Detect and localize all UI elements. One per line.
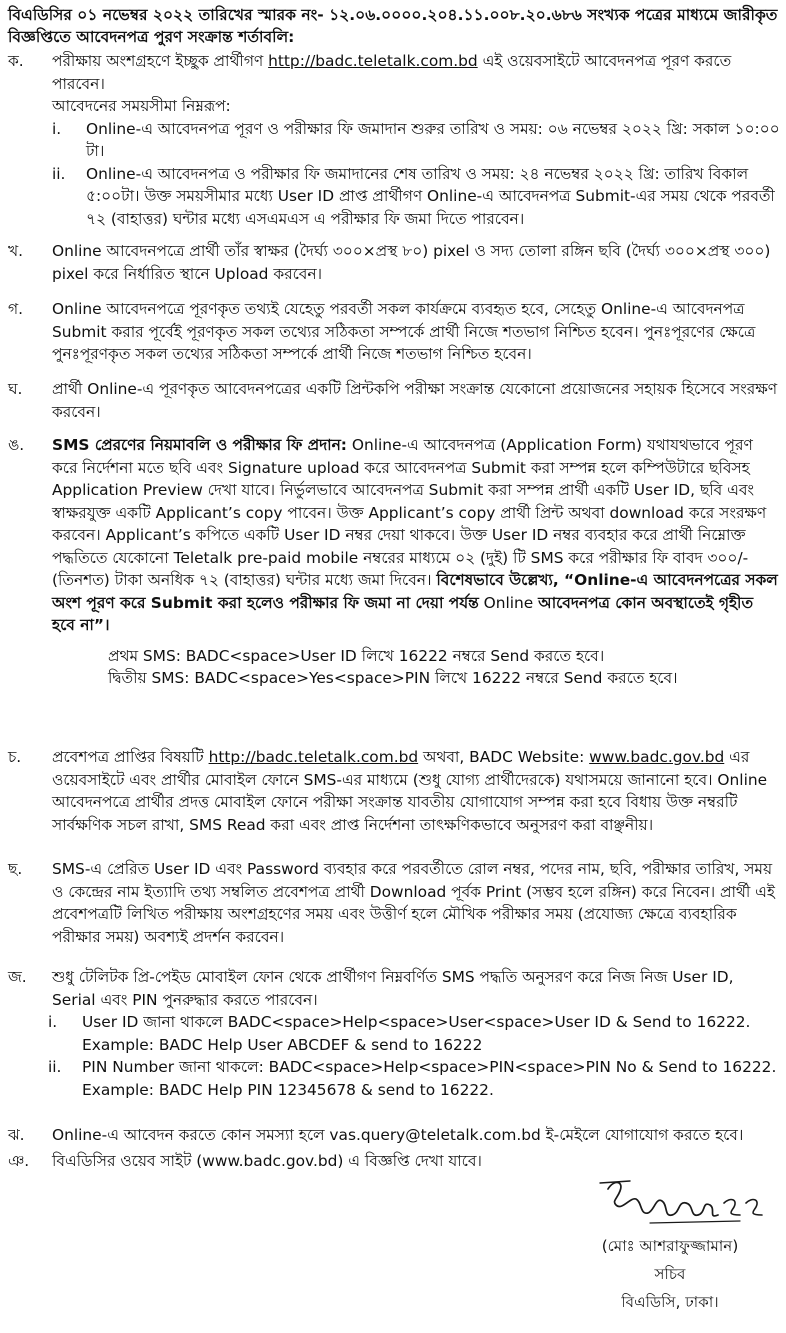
sub-item bbox=[42, 163, 780, 231]
item-gha bbox=[8, 378, 780, 423]
item-text: বিএডিসির ওয়েব সাইট (www.badc.gov.bd) এ বিজ্ঞপ্তি দেখা যাবে। bbox=[52, 1152, 482, 1170]
item-marker: খ. bbox=[8, 242, 23, 260]
item-chha bbox=[8, 858, 780, 948]
item-marker: গ. bbox=[8, 300, 23, 318]
item-text: পরীক্ষায় অংশগ্রহণে ইচ্ছুক প্রার্থীগণ bbox=[52, 52, 269, 70]
item-text: আবেদনের সময়সীমা নিম্নরূপ: bbox=[52, 97, 231, 115]
item-marker: ক. bbox=[8, 52, 24, 70]
signatory-organization: বিএডিসি, ঢাকা। bbox=[621, 1293, 719, 1311]
signatory-name: (মোঃ আশরাফুজ্জামান) bbox=[601, 1237, 739, 1255]
item-text: প্রবেশপত্র প্রাপ্তির বিষয়টি bbox=[52, 748, 209, 766]
sub-text: Example: BADC Help User ABCDEF & send to 16222 bbox=[82, 1035, 483, 1054]
sub-marker: i. bbox=[52, 119, 62, 138]
sms-instruction-2: দ্বিতীয় SMS: BADC<space>Yes<space>PIN লিখে 16222 নম্বরে Send করতে হবে। bbox=[108, 669, 678, 687]
item-marker: চ. bbox=[8, 748, 22, 766]
item-jha bbox=[8, 1124, 780, 1147]
sub-text: Example: BADC Help PIN 12345678 & send to 16222. bbox=[82, 1080, 494, 1099]
item-kha bbox=[8, 240, 780, 285]
item-text: Online-এ আবেদন করতে কোন সমস্যা হলে vas.query@teletalk.com.bd ই-মেইলে যোগাযোগ করতে হবে। bbox=[52, 1126, 744, 1144]
teletalk-link[interactable]: http://badc.teletalk.com.bd bbox=[268, 52, 478, 70]
item-emphasis: বিশেষভাবে উল্লেখ্য, “Online-এ আবেদনপত্রের সকল অংশ পূরণ করে Submit করা হলেও পরীক্ষার ফি জমা না দেয়া পর্যন্ত bbox=[52, 571, 778, 612]
sub-text: Online-এ আবেদনপত্র ও পরীক্ষার ফি জমাদানের শেষ তারিখ ও সময়: ২৪ নভেম্বর ২০২২ খ্রি: তারিখ বিকাল ৫:০০টা। উক্ত সময়সীমার মধ্যে User ID প্রাপ্ত প্রার্থীগণ Online-এ আবেদনপত্র Submit-এর সময় থেকে পরবর্তী ৭২ (বাহাত্তর) ঘন্টার মধ্যে এসএমএস এ পরীক্ষার ফি জমা দিতে পারবেন। bbox=[86, 164, 775, 228]
item-text: Online আবেদনপত্রে পূরণকৃত তথ্যই যেহেতু পরবর্তী সকল কার্যক্রমে ব্যবহৃত হবে, সেহেতু Online-এ আবেদনপত্র Submit করার পূর্বেই পূরণকৃত সকল তথ্যের সঠিকতা সম্পর্কে প্রার্থী নিজে শতভাগ নিশ্চিত হবেন। পুনঃপূরণের ক্ষেত্রে পুনঃপূরণকৃত সকল তথ্যের সঠিকতা সম্পর্কে প্রার্থী নিজে শতভাগ নিশ্চিত হবেন। bbox=[52, 300, 756, 363]
sub-text: User ID জানা থাকলে BADC<space>Help<space>User<space>User ID & Send to 16222. bbox=[82, 1013, 751, 1031]
item-text: Online আবেদনপত্রে প্রার্থী তাঁর স্বাক্ষর (দৈর্ঘ্য ৩০০×প্রস্থ ৮০) pixel ও সদ্য তোলা রঙ্গিন ছবি (দৈর্ঘ্য ৩০০×প্রস্থ ৩০০) pixel করে নির্ধারিত স্থানে Upload করবেন। bbox=[52, 242, 771, 283]
item-text: Online-এ আবেদনপত্র (Application Form) যথাযথভাবে পূরণ করে নির্দেশনা মতে ছবি এবং Signature upload করে আবেদনপত্র Submit করা সম্পন্ন হলে কম্পিউটারে ছবিসহ Application Preview দেখা যাবে। নির্ভুলভাবে আবেদনপত্র Submit করা সম্পন্ন প্রার্থী একটি User ID, ছবি এবং স্বাক্ষরযুক্ত একটি Applicant’s copy পাবেন। উক্ত Applicant’s copy প্রার্থী প্রিন্ট অথবা download করে সংরক্ষণ করবেন। Applicant’s কপিতে একটি User ID নম্বর দেয়া থাকবে। উক্ত User ID নম্বর ব্যবহার করে প্রার্থী নিম্নোক্ত পদ্ধতিতে যেকোনো Teletalk pre-paid mobile নম্বরের মাধ্যমে ০২ (দুই) টি SMS করে পরীক্ষার ফি বাবদ ৩০০/- (তিনশত) টাকা অনধিক ৭২ (বাহাত্তর) ঘন্টার মধ্যে জমা দিবেন। bbox=[52, 436, 767, 589]
item-text: এই ওয়েবসাইটে আবেদনপত্র পূরণ করতে পারবেন। bbox=[52, 52, 732, 93]
item-ga bbox=[8, 298, 780, 366]
item-marker: ঙ. bbox=[8, 436, 25, 454]
signatory-designation: সচিব bbox=[654, 1265, 686, 1283]
item-text: প্রার্থী Online-এ পূরণকৃত আবেদনপত্রের একটি প্রিন্টকপি পরীক্ষা সংক্রান্ত যেকোনো প্রয়োজনের সহায়ক হিসেবে সংরক্ষণ করবেন। bbox=[52, 380, 778, 421]
item-uma bbox=[8, 434, 780, 690]
notice-heading: বিএডিসির ০১ নভেম্বর ২০২২ তারিখের স্মারক নং- ১২.০৬.০০০০.২০৪.১১.০০৮.২০.৬৮৬ সংখ্যক পত্রের মাধ্যমে জারীকৃত বিজ্ঞপ্তিতে আবেদনপত্র পুরণ সংক্রান্ত শর্তাবলি: bbox=[8, 6, 778, 46]
sub-text: Online-এ আবেদনপত্র পূরণ ও পরীক্ষার ফি জমাদান শুরুর তারিখ ও সময়: ০৬ নভেম্বর ২০২২ খ্রি: সকাল ১০:০০ টা। bbox=[86, 119, 780, 160]
item-nya bbox=[8, 1150, 780, 1173]
sub-text: PIN Number জানা থাকলে: BADC<space>Help<space>PIN<space>PIN No & Send to 16222. bbox=[82, 1058, 777, 1076]
item-marker: ছ. bbox=[8, 860, 23, 878]
teletalk-link[interactable]: http://badc.teletalk.com.bd bbox=[208, 748, 419, 766]
item-text: এর ওয়েবসাইটে এবং প্রার্থীর মোবাইল ফোনে SMS-এর মাধ্যমে (শুধু যোগ্য প্রার্থীদেরকে) যথাসময়ে জানানো হবে। Online আবেদনপত্রে প্রার্থীর প্রদত্ত মোবাইল ফোনে পরীক্ষা সংক্রান্ত যাবতীয় যোগাযোগ সম্পন্ন করা হবে বিধায় উক্ত নম্বরটি সার্বক্ষণিক সচল রাখা, SMS Read করা এবং প্রাপ্ত নির্দেশনা তাৎক্ষণিকভাবে অনুসরণ করা বাঞ্ছনীয়। bbox=[52, 748, 768, 834]
sub-item bbox=[38, 1056, 780, 1101]
item-text: Online bbox=[478, 593, 539, 612]
sub-marker: ii. bbox=[52, 164, 66, 183]
item-lead: SMS প্রেরণের নিয়মাবলি ও পরীক্ষার ফি প্রদান: bbox=[52, 436, 347, 454]
sub-marker: i. bbox=[48, 1013, 58, 1031]
item-cha bbox=[8, 746, 780, 836]
item-marker: জ. bbox=[8, 968, 27, 986]
sub-marker: ii. bbox=[48, 1058, 62, 1076]
sub-item bbox=[38, 1011, 780, 1056]
signature-block bbox=[560, 1232, 780, 1316]
item-marker: ঝ. bbox=[8, 1126, 25, 1144]
item-text: শুধু টেলিটক প্রি-পেইড মোবাইল ফোন থেকে প্রার্থীগণ নিম্নবর্ণিত SMS পদ্ধতি অনুসরণ করে নিজ নিজ User ID, Serial এবং PIN পুনরুদ্ধার করতে পারবেন। bbox=[52, 968, 734, 1009]
sub-item bbox=[42, 118, 780, 163]
handwritten-signature bbox=[590, 1175, 770, 1230]
item-ka bbox=[8, 50, 780, 230]
badc-website-link[interactable]: www.badc.gov.bd bbox=[589, 748, 725, 766]
item-marker: ঘ. bbox=[8, 380, 23, 398]
sms-instruction-1: প্রথম SMS: BADC<space>User ID লিখে 16222 নম্বরে Send করতে হবে। bbox=[108, 646, 605, 665]
item-text: SMS-এ প্রেরিত User ID এবং Password ব্যবহার করে পরবর্তীতে রোল নম্বর, পদের নাম, ছবি, পরীক্ষার তারিখ, সময় ও কেন্দ্রের নাম ইত্যাদি তথ্য সম্বলিত প্রবেশপত্র প্রার্থী Download পূর্বক Print (সম্ভব হলে রঙ্গিন) করে নিবেন। প্রার্থী এই প্রবেশপত্রটি লিখিত পরীক্ষায় অংশগ্রহণের সময় এবং উত্তীর্ণ হলে মৌখিক পরীক্ষার সময় (প্রযোজ্য ক্ষেত্রে ব্যবহারিক পরীক্ষার সময়) অবশ্যই প্রদর্শন করবেন। bbox=[52, 860, 775, 946]
item-emphasis: আবেদনপত্র কোন অবস্থাতেই গৃহীত হবে না”। bbox=[52, 593, 754, 634]
item-marker: ঞ. bbox=[8, 1152, 30, 1170]
item-text: অথবা, BADC Website: bbox=[418, 748, 590, 766]
item-ja bbox=[8, 966, 780, 1101]
